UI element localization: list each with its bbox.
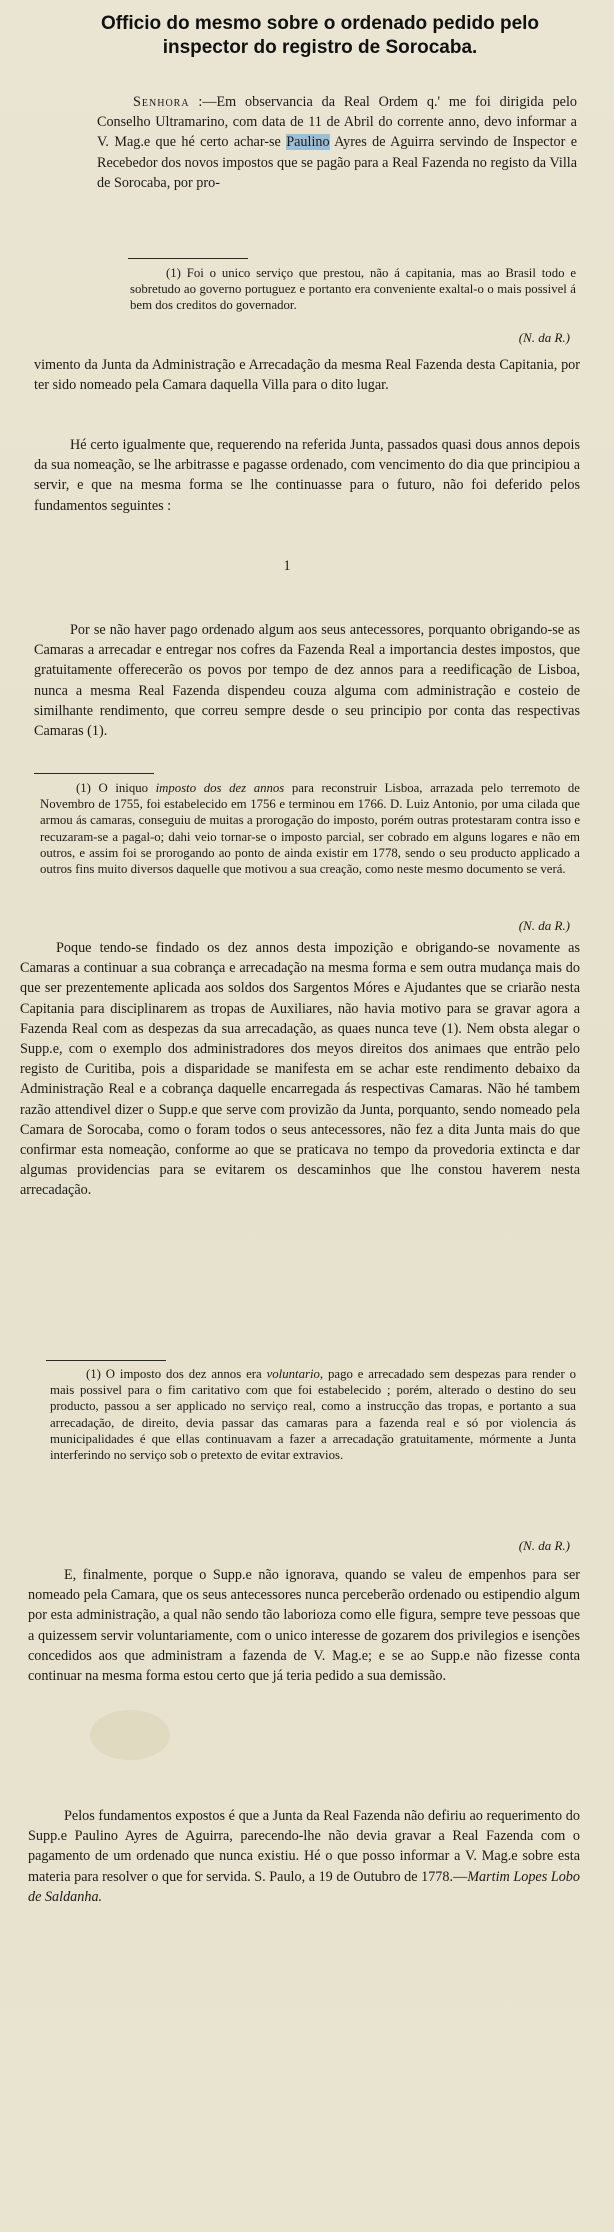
footnote-2-signature: (N. da R.) <box>518 918 570 933</box>
footnote-3-text-2: , pago e arrecadado sem despezas para render o mais possivel para o fim caritativo com que foi estabelecido ; porém, alterado o destino do seu producto, passou a ser applicado no serviço real, como a instrucção das tropas, e portanto a sua arrecadação, de direito, devia passar das camaras para a fazenda real e só por violencia ás municipalidades é que ellas continuavam a fazer a arrecadação gratuitamente, mórmente a Junta interferindo no serviço sob o pretexto de evitar extravios. <box>50 1367 577 1463</box>
paragraph-certo: Hé certo igualmente que, requerendo na referida Junta, passados quasi dous annos depois da sua nomeação, se lhe arbitrasse e pagasse ordenado, com vencimento do dia que principiou a servir, e que na mesma forma se lhe continuasse para o futuro, não foi deferido pelos fundamentos seguintes : <box>34 437 580 514</box>
paragraph-opening-text-1: :—Em observancia da Real Ordem q.' me foi dirigida pelo Conselho Ultramarino, com data de 11 de Abril do corrente anno, devo informar a V. Mag.e que hé certo achar-se <box>97 94 577 151</box>
highlighted-name: Paulino <box>286 134 330 151</box>
paragraph-closing-text: Pelos fundamentos expostos é que a Junta da Real Fazenda não defiriu ao requerimento do Supp.e Paulino Ayres de Aguirra, parecendo-lhe não devia gravar a Real Fazenda com o pagamento de um ordenado que nunca existiu. Hé o que posso informar a V. Mag.e sobre esta materia para resolver o que for servida. S. Paulo, a 19 de Outubro de 1778.— <box>28 1808 580 1885</box>
footnote-2-italic: imposto dos dez annos <box>155 781 285 795</box>
paragraph-opening <box>97 92 577 193</box>
footnote-3 <box>50 1366 576 1463</box>
footnote-3-italic: voluntario <box>266 1367 320 1381</box>
salutation: Senhora <box>133 94 190 110</box>
footnote-1: (1) Foi o unico serviço que prestou, não á capitania, mas ao Brasil todo e sobretudo ao governo portuguez e portanto era conveniente exaltal-o o mais possivel á bem dos creditos do governador. <box>130 266 576 313</box>
footnote-1-signature: (N. da R.) <box>518 330 570 345</box>
footnote-divider <box>128 258 248 259</box>
paragraph-opening-text-2: Ayres de Aguirra servindo de Inspector e Recebedor dos novos impostos que se pagão para a Real Fazenda no registo da Villa de Sorocaba, por pro- <box>97 134 578 191</box>
paragraph-continuation: vimento da Junta da Administração e Arrecadação da mesma Real Fazenda desta Capitania, por ter sido nomeado pela Camara daquella Villa para o dito lugar. <box>34 357 580 394</box>
footnote-divider <box>34 773 154 774</box>
paragraph-closing <box>28 1806 580 1907</box>
footnote-3-signature: (N. da R.) <box>518 1538 570 1553</box>
title-line-2: inspector do registro de Sorocaba. <box>162 37 478 58</box>
footnote-2 <box>40 780 580 877</box>
document-title <box>60 12 580 60</box>
paragraph-ordenado: Por se não haver pago ordenado algum aos seus antecessores, porquanto obrigando-se as Camaras a arrecadar e entregar nos cofres da Fazenda Real a importancia destes impostos, que gratuitamente offerecerão os povos por tempo de dez annos para a reedificação de Lisboa, nunca a mesma Real Fazenda dispendeu couza alguma com administração e costeio de similhante rendimento, que correu sempre desde o seu principio por conta das respectivas Camaras (1). <box>34 622 580 740</box>
section-number: 1 <box>283 558 291 574</box>
title-line-1: Officio do mesmo sobre o ordenado pedido pelo <box>100 13 540 34</box>
paragraph-poque: Poque tendo-se findado os dez annos desta impozição e obrigando-se novamente as Camaras a continuar a sua cobrança e arrecadação na mesma forma e sem outra mudança mais do que ser prezentemente aplicada aos soldos dos Sargentos Móres e Ajudantes que se criarão nesta Capitania para disciplinarem as tropas de Auxiliares, não havia motivo para se gravar agora a Fazenda Real com as despezas da sua arrecadação, as quaes nunca teve (1). Nem obsta alegar o Supp.e, com o exemplo dos administradores dos meyos direitos dos animaes que entrão pelo registo de Curitiba, pois a disparidade se manifesta em se achar este rendimento debaixo da Administração Real e a cobrança daquelle encarregada ás respectivas Camaras. Não hé tambem razão attendivel dizer o Supp.e que serve com provizão da Junta, porquanto, sendo nomeado pela Camara de Sorocaba, como o foram todos o seus antecessores, não fez a dita Junta mais do que confirmar esta nomeação, conforme ao que se praticava no tempo da provedoria extincta e dar algumas providencias para se evitarem os descaminhos que lhe constou haverem nesta arrecadação. <box>20 940 580 1199</box>
paper-stain <box>90 1710 170 1760</box>
author-signature: Martim Lopes Lobo de Saldanha. <box>28 1868 580 1905</box>
footnote-2-text-2: para reconstruir Lisboa, arrazada pelo terremoto de Novembro de 1755, foi estabelecido em 1756 e terminou em 1766. D. Luiz Antonio, por uma cilada que armou ás camaras, conseguiu de muitas a prorogação do imposto, porém outras protestaram contra isso e recuzaram-se a pagal-o; dahi veio tornar-se o imposto parcial, ser cobrado em alguns logares e não em outros, e assim foi se prorogando ao ponto de ainda existir em 1778, sendo o seu producto applicado a outros fins muito diversos daquelle que motivou a sua creação, como neste mesmo documento se verá. <box>40 781 580 877</box>
footnote-divider <box>46 1360 166 1361</box>
footnote-3-text-1: (1) O imposto dos dez annos era <box>86 1367 267 1381</box>
footnote-2-text-1: (1) O iniquo <box>76 781 156 795</box>
paragraph-finalmente: E, finalmente, porque o Supp.e não ignorava, quando se valeu de empenhos para ser nomeado pela Camara, que os seus antecessores nunca perceberão ordenado ou estipendio algum por esta administração, a qual não sendo tão laborioza como elle figura, sempre teve pessoas que a quizessem servir voluntariamente, com o unico interesse de gozarem dos privilegios e isenções concedidos aos que administram a fazenda de V. Mag.e; e se ao Supp.e não fizesse conta continuar na mesma forma estou certo que já teria pedido a sua demissão. <box>28 1567 580 1685</box>
